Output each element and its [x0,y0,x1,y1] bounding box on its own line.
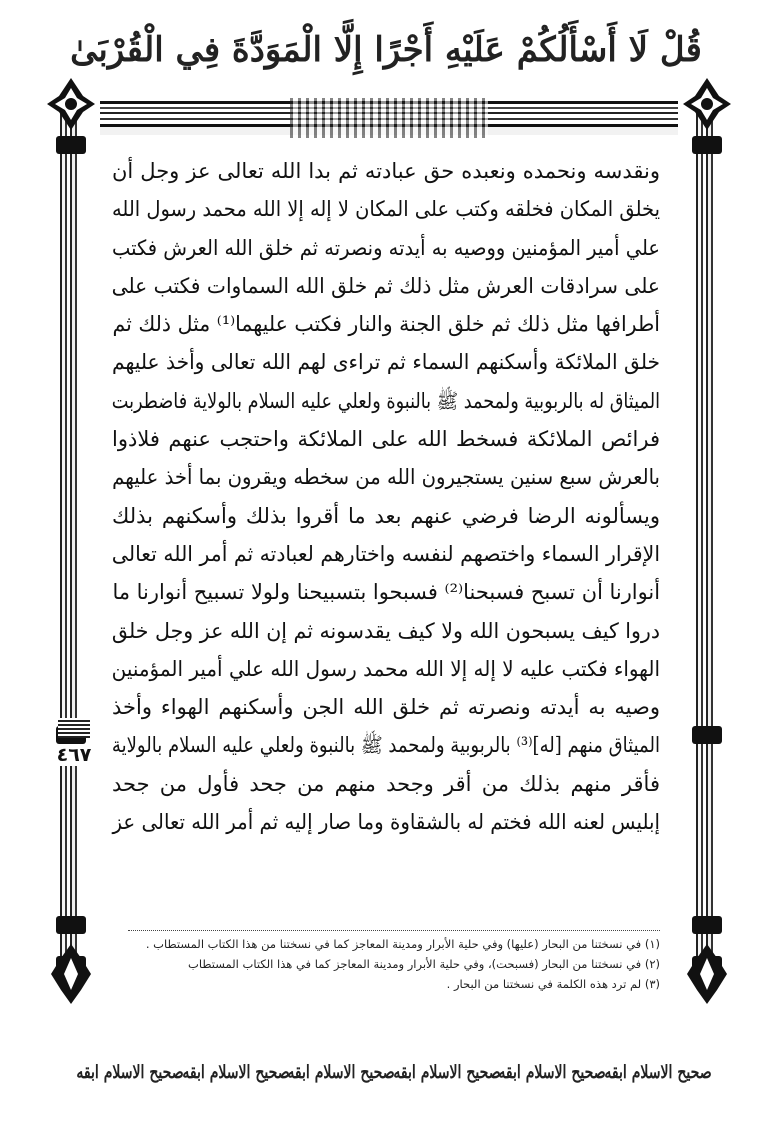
calligraphy-seal: صحيح الاسلام ابقه [604,1061,712,1083]
footnote-divider [128,930,660,931]
page-number: ٤٦٧ [56,744,92,766]
text-line: خلق الملائكة وأسكنهم السماء ثم تراءى لهم الله تعالى وأخذ عليهم [112,350,661,375]
page-header: قُلْ لَا أَسْأَلُكُمْ عَلَيْهِ أَجْرًا إِلَّا الْمَوَدَّةَ فِي الْقُرْبَىٰ [70,30,702,70]
text-line: وصيه به أيدته ونصرته ثم خلق الله الجن وأسكنهم الهواء وأخذ [112,695,660,720]
text-line: دروا كيف يسبحون الله ولا كيف يقدسونه ثم إن الله عز وجل خلق [111,618,661,643]
text-line: الميثاق منهم [له]⁽³⁾ بالربوبية ولمحمد ﷺ بالنبوة ولعلي عليه السلام بالولاية [111,733,660,758]
text-line: بالعرش سبع سنين يستجيرون الله من سخطه ويقرون بما أخذ عليهم [112,465,660,490]
text-line: إبليس لعنه الله فختم له بالشقاوة وما صار إليه ثم أمر الله تعالى عز [112,810,661,835]
right-finial-icon [679,76,735,132]
footnote: (١) في نسختنا من البحار (عليها) وفي حلية الأبرار ومدينة المعاجز كما في نسختنا من هذا الكتاب المستطاب . [145,937,660,951]
calligraphy-seal: صحيح الاسلام ابقه [498,1061,606,1083]
calligraphy-seal: صحيح الاسلام ابقه [181,1061,290,1083]
text-line: يخلق المكان فخلقه وكتب على المكان لا إله إلا الله محمد رسول الله [111,197,661,222]
text-line: على سرادقات العرش مثل ذلك ثم خلق الله السماوات فكتب على [111,273,661,298]
text-line: فرائص الملائكة فسخط الله على الملائكة واحتجب عنهم فلاذوا [112,427,660,452]
left-base-icon [46,944,96,1004]
text-line: الميثاق له بالربوبية ولمحمد ﷺ بالنبوة ولعلي عليه السلام بالولاية فاضطربت [111,388,661,413]
text-line: الإقرار السماء واختصهم لنفسه واختارهم لعبادته ثم أمر الله تعالى [111,541,661,566]
footnote: (٣) لم ترد هذه الكلمة في نسختنا من البحار . [446,977,660,991]
right-pillar [696,96,718,976]
text-line: ويسألونه الرضا فرضي عنهم بعد ما أقروا بذلك وأسكنهم بذلك [112,503,660,528]
calligraphy-seal: صحيح الاسلام ابقه [76,1061,184,1083]
text-line: أنوارنا أن تسبح فسبحنا⁽²⁾ فسبحوا بتسبيحنا ولولا تسبيح أنوارنا ما [112,580,660,605]
footnote: (٢) في نسختنا من البحار (فسبحت)، وفي حلية الأبرار ومدينة المعاجز كما في هذا الكتاب المستطاب [188,957,660,971]
calligraphy-seal-row [76,1042,712,1102]
text-line: فأقر منهم بذلك من أقر وجحد منهم من جحد فأول من جحد [112,771,660,796]
left-finial-icon [43,76,99,132]
right-base-icon [682,944,732,1004]
text-line: علي أمير المؤمنين ووصيه به أيدته ونصرته ثم خلق الله العرش فكتب [112,235,660,260]
text-line: أطرافها مثل ذلك ثم خلق الجنة والنار فكتب عليهما⁽¹⁾ مثل ذلك ثم [112,312,660,337]
calligraphy-seal: صحيح الاسلام ابقه [393,1061,501,1083]
top-beam-center [290,98,488,138]
footnotes [128,934,660,994]
body-text [112,152,660,841]
text-line: الهواء فكتب عليه لا إله إلا الله محمد رسول الله علي أمير المؤمنين [111,656,661,681]
page-number-ornament [58,718,90,738]
left-pillar [60,96,82,976]
calligraphy-seal: صحيح الاسلام ابقه [287,1061,395,1083]
text-line: ونقدسه ونحمده ونعبده حق عبادته ثم بدا الله تعالى عز وجل أن [112,159,660,183]
